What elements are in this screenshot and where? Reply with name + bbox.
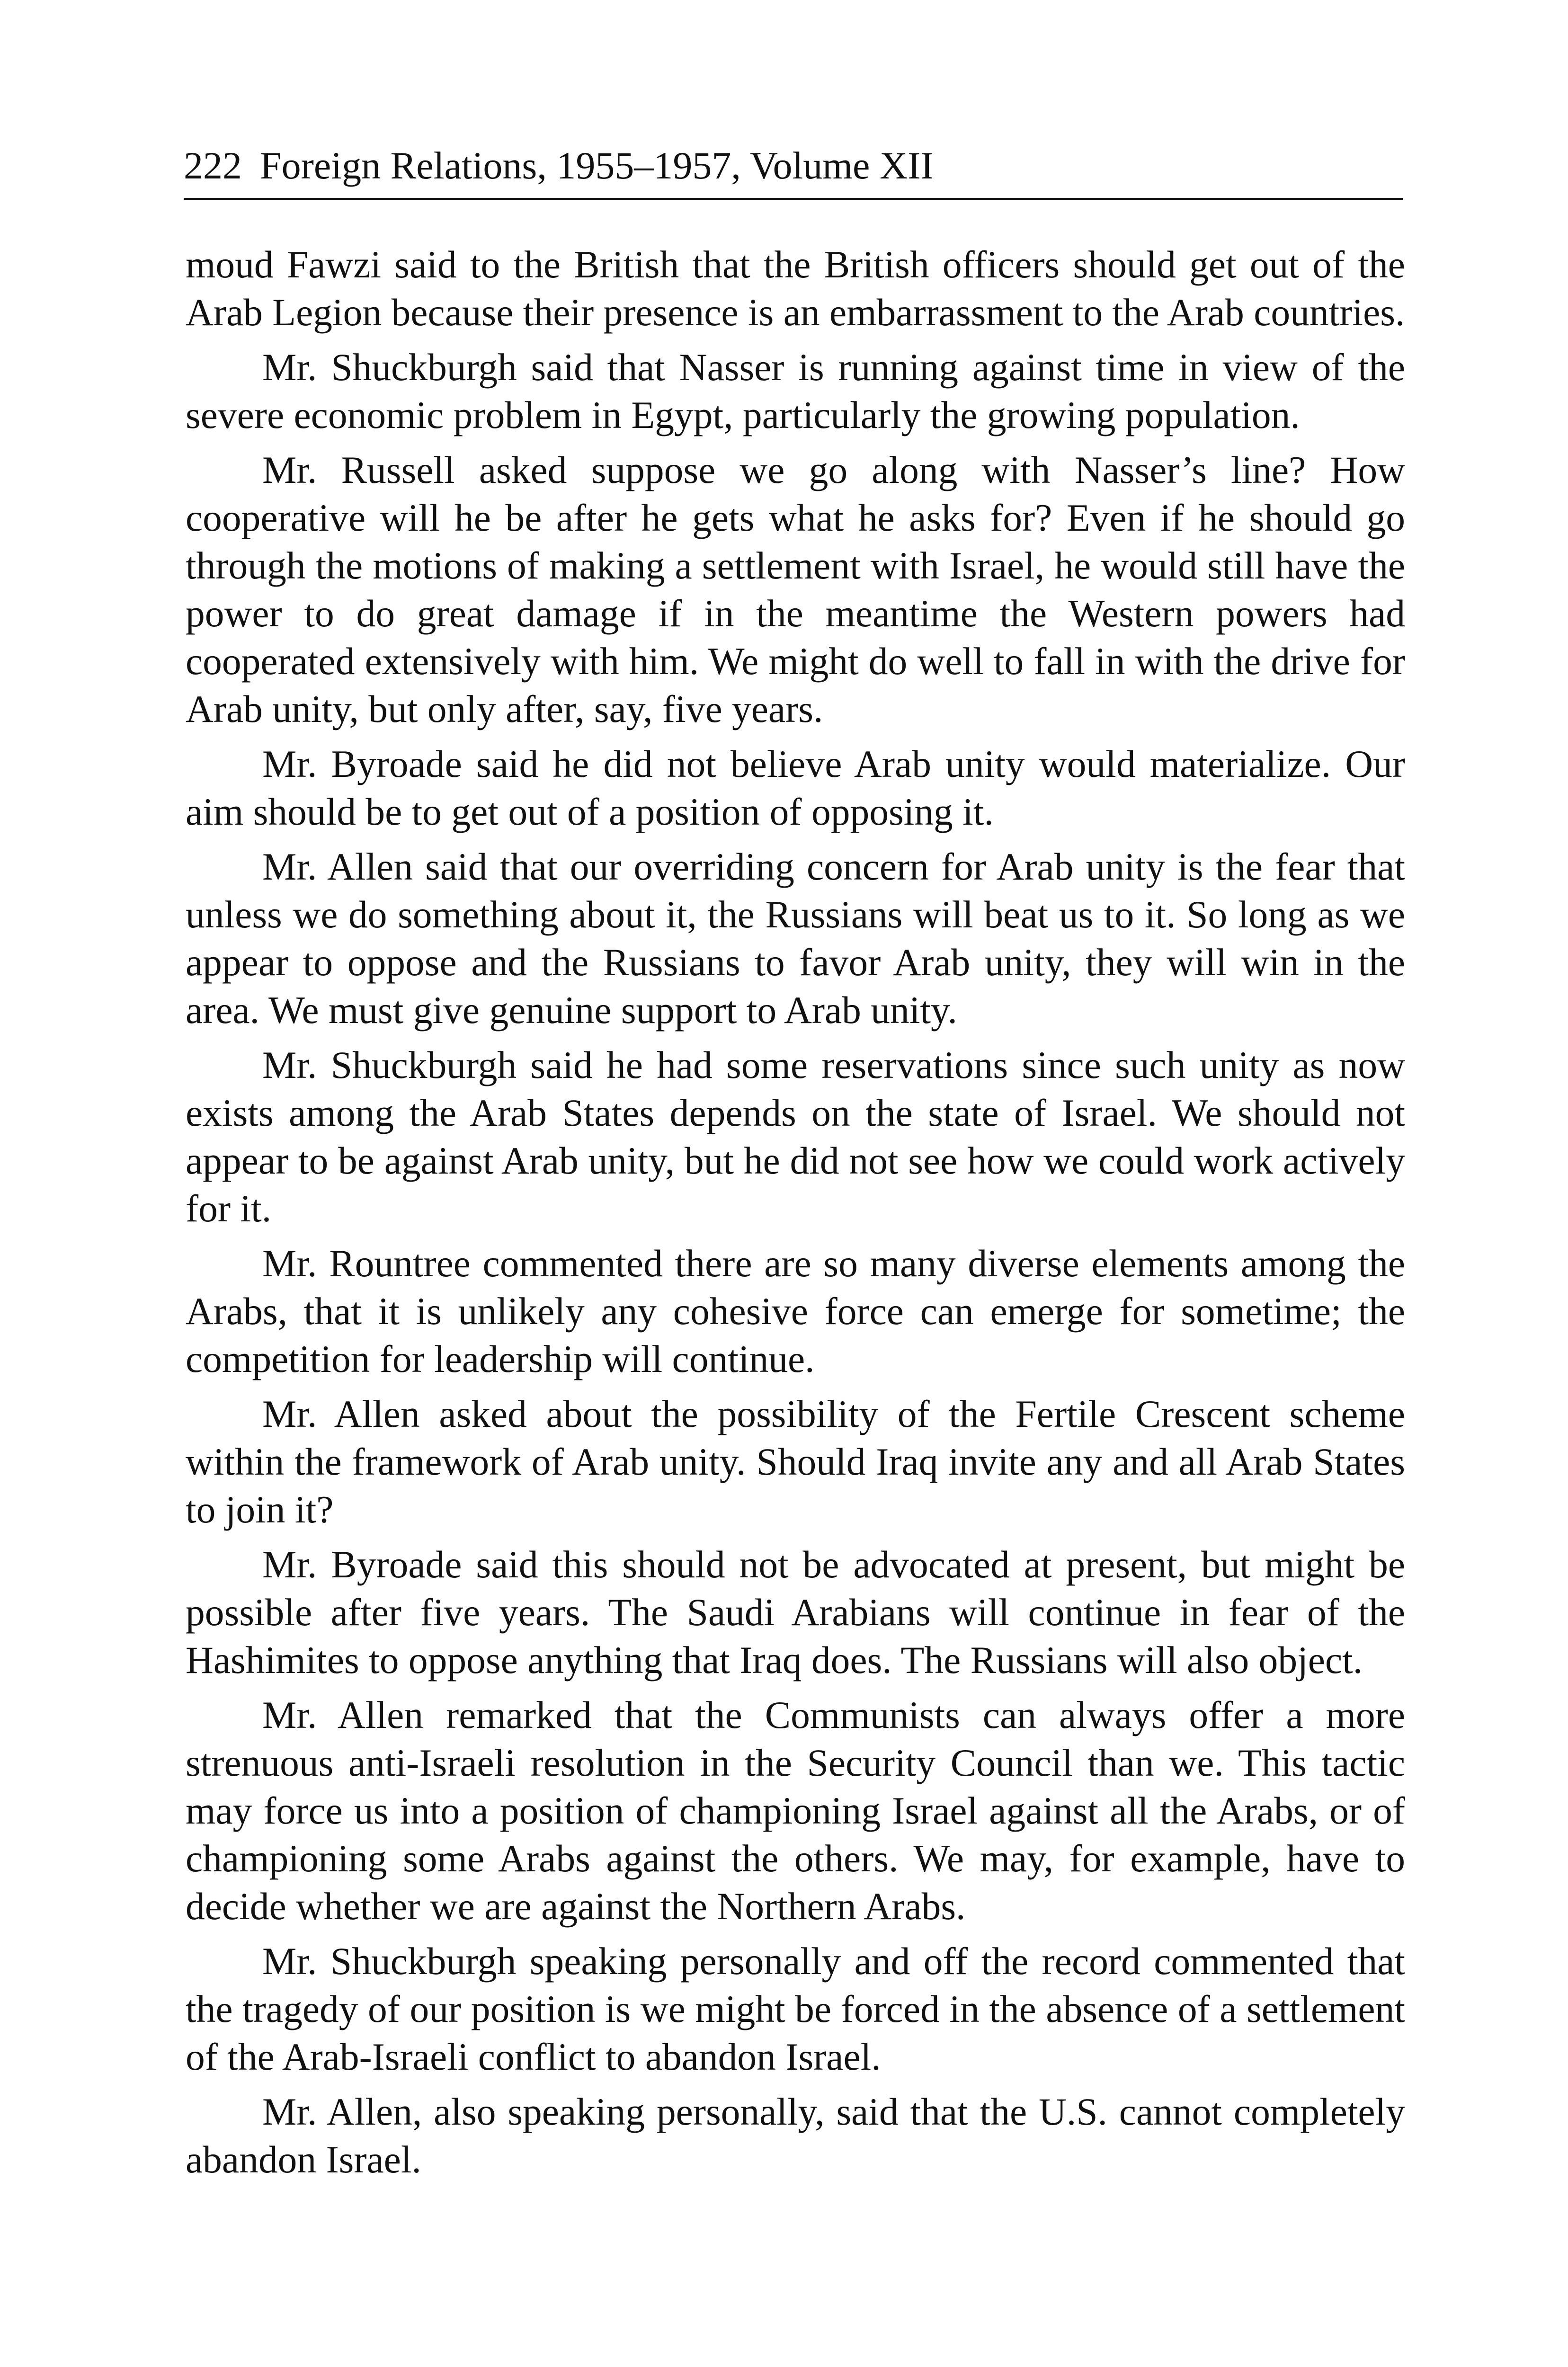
paragraph: Mr. Allen said that our overriding concern for Arab unity is the fear that unless we do something about it, the Russians will beat us to it. So long as we appear to oppose and the Russians to favor Arab unity, they will win in the area. We must give genuine support to Arab unity. [186, 845, 1405, 1032]
paragraph: Mr. Shuckburgh speaking personally and off the record commented that the tragedy of our position is we might be forced in the absence of a settlement of the Arab-Israeli conflict to abandon Israel. [186, 1940, 1405, 2078]
paragraph: Mr. Shuckburgh said he had some reservations since such unity as now exists among the Arab States depends on the state of Israel. We should not appear to be against Arab unity, but he did not see how we could work actively for it. [186, 1043, 1405, 1230]
paragraph: Mr. Russell asked suppose we go along with Nasser’s line? How cooperative will he be after he gets what he asks for? Even if he should go through the motions of making a settlement with Israel, he would still have the power to do great damage if in the meantime the Western powers had cooperated extensively with him. We might do well to fall in with the drive for Arab unity, but only after, say, five years. [186, 448, 1405, 730]
paragraph: Mr. Allen asked about the possibility of the Fertile Crescent scheme within the framework of Arab unity. Should Iraq invite any and all Arab States to join it? [186, 1392, 1405, 1531]
paragraph: Mr. Allen remarked that the Communists can always offer a more strenuous anti-Israeli resolution in the Security Council than we. This tactic may force us into a position of championing Israel against all the Arabs, or of championing some Arabs against the others. We may, for example, have to decide whether we are against the Northern Arabs. [186, 1693, 1405, 1928]
running-title: Foreign Relations, 1955–1957, Volume XII [260, 144, 934, 187]
paragraph-continuation: moud Fawzi said to the British that the British officers should get out of the Arab Legion because their presence is an embarrassment to the Arab countries. [186, 243, 1405, 334]
paragraph: Mr. Byroade said he did not believe Arab unity would materialize. Our aim should be to get out of a position of opposing it. [186, 742, 1405, 833]
body-text [186, 240, 1405, 2190]
running-header [184, 142, 1403, 200]
page-number: 222 [184, 144, 242, 187]
paragraph: Mr. Shuckburgh said that Nasser is running against time in view of the severe economic problem in Egypt, particularly the growing population. [186, 346, 1405, 436]
paragraph: Mr. Byroade said this should not be advocated at present, but might be possible after five years. The Saudi Arabians will continue in fear of the Hashimites to oppose anything that Iraq does. The Russians will also object. [186, 1543, 1405, 1682]
paragraph: Mr. Rountree commented there are so many diverse elements among the Arabs, that it is unlikely any cohesive force can emerge for sometime; the competition for leadership will continue. [186, 1242, 1405, 1380]
paragraph: Mr. Allen, also speaking personally, said that the U.S. cannot completely abandon Israel. [186, 2090, 1405, 2181]
